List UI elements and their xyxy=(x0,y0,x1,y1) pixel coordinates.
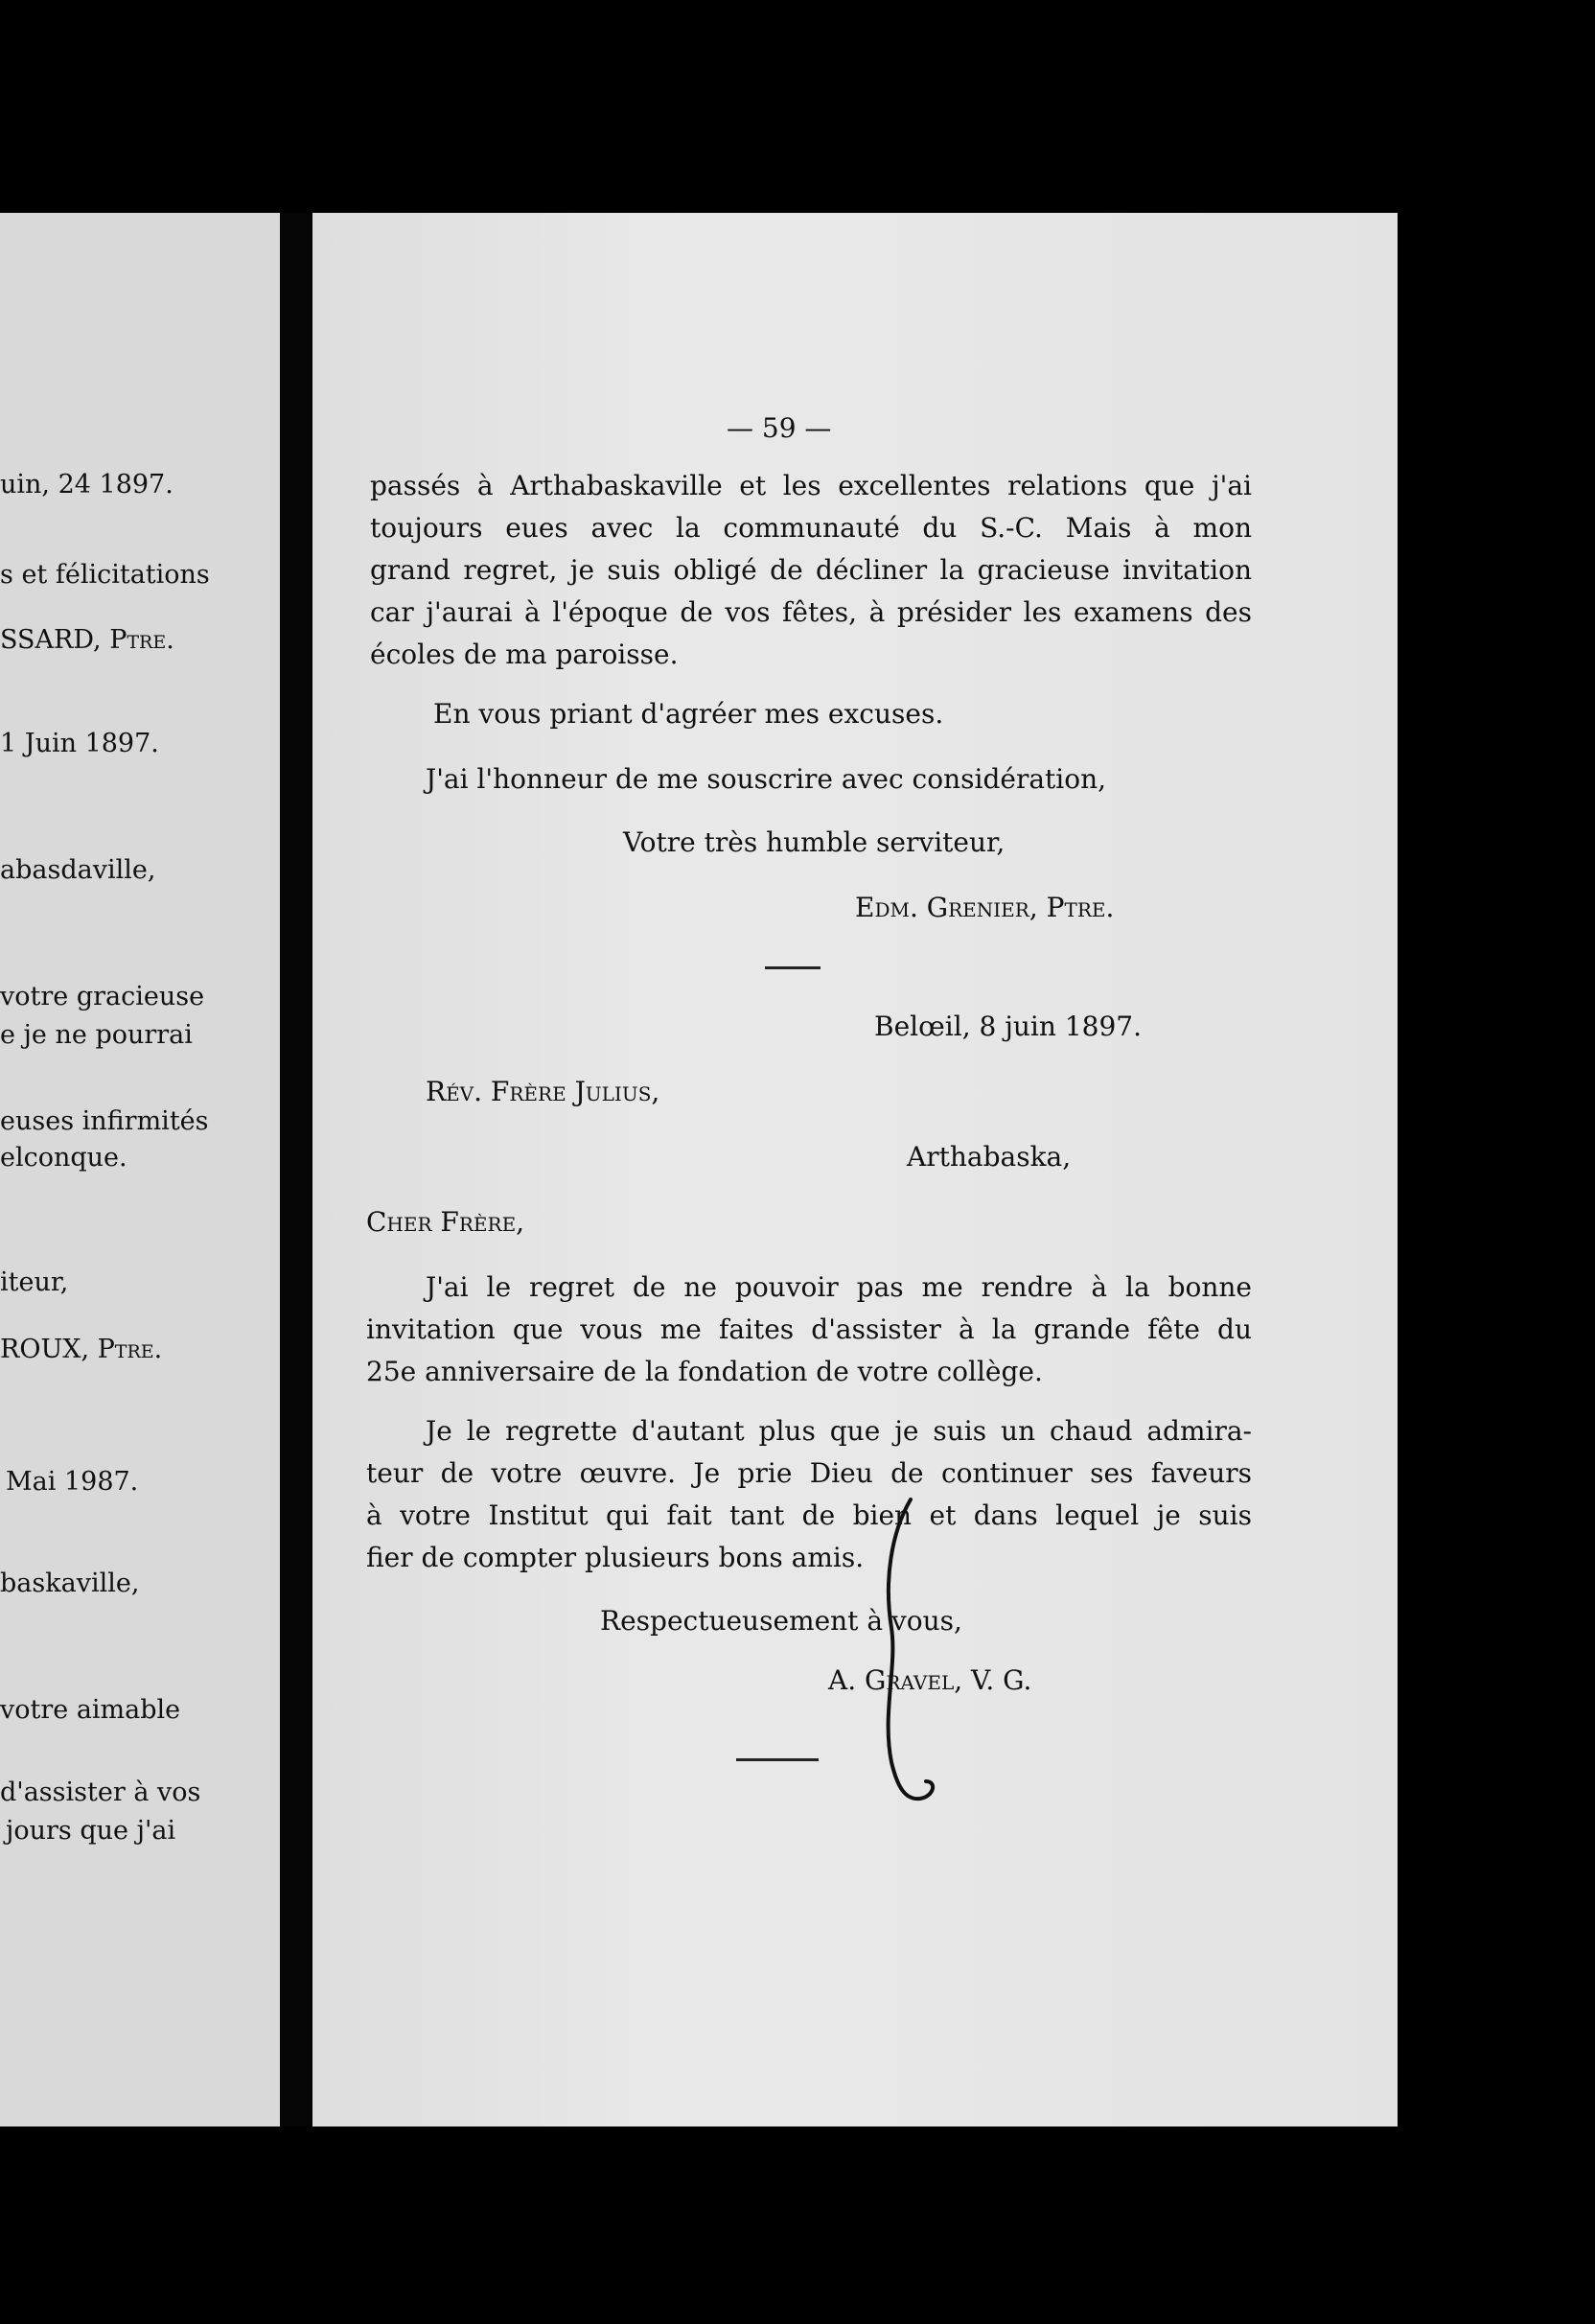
left-line: votre gracieuse xyxy=(0,982,205,1011)
text-line: à votre Institut qui fait tant de bien et dans lequel je suis xyxy=(366,1499,1252,1531)
text-line: grand regret, je suis obligé de décliner la gracieuse invitation xyxy=(370,554,1252,586)
left-line: ROUX, Ptre. xyxy=(0,1335,163,1364)
text-line: passés à Arthabaskaville et les excellentes relations que j'ai xyxy=(370,470,1252,501)
text-line: Je le regrette d'autant plus que je suis un chaud admira- xyxy=(426,1415,1252,1447)
left-line: iteur, xyxy=(0,1267,69,1297)
addressee-place: Arthabaska, xyxy=(907,1141,1072,1173)
left-line: e je ne pourrai xyxy=(0,1020,193,1050)
text-line: J'ai le regret de ne pouvoir pas me rendre à la bonne xyxy=(426,1271,1252,1303)
left-line: elconque. xyxy=(0,1143,127,1173)
left-line: s et félicitations xyxy=(0,560,210,590)
left-line: jours que j'ai xyxy=(6,1816,176,1846)
place-date: Belœil, 8 juin 1897. xyxy=(874,1011,1142,1042)
salutation: Cher Frère, xyxy=(366,1206,525,1238)
right-page xyxy=(312,213,1398,2126)
section-divider xyxy=(765,966,821,969)
text-line: En vous priant d'agréer mes excuses. xyxy=(433,698,944,730)
text-line: invitation que vous me faites d'assister à la grande fête du xyxy=(366,1313,1252,1345)
text-line: teur de votre œuvre. Je prie Dieu de continuer ses faveurs xyxy=(366,1457,1252,1489)
page-number: — 59 — xyxy=(727,412,832,444)
left-line: uin, 24 1897. xyxy=(0,470,173,500)
text-line: J'ai l'honneur de me souscrire avec considération, xyxy=(426,763,1107,795)
signature-gravel: A. Gravel, V. G. xyxy=(828,1664,1032,1696)
handwritten-bracket-mark xyxy=(863,1494,949,1810)
addressee: Rév. Frère Julius, xyxy=(426,1076,660,1107)
left-line: baskaville, xyxy=(0,1569,140,1598)
left-line: euses infirmités xyxy=(0,1106,209,1136)
left-line: votre aimable xyxy=(0,1695,181,1725)
left-line: 1 Juin 1897. xyxy=(0,729,159,758)
text-line: 25e anniversaire de la fondation de votre collège. xyxy=(366,1356,1043,1387)
left-line: SSARD, Ptre. xyxy=(0,625,174,655)
closing-line: Votre très humble serviteur, xyxy=(623,826,1006,858)
left-line: abasdaville, xyxy=(0,855,156,885)
text-line: fier de compter plusieurs bons amis. xyxy=(366,1542,865,1573)
closing-line: Respectueusement à vous, xyxy=(600,1605,962,1637)
text-line: toujours eues avec la communauté du S.-C. Mais à mon xyxy=(370,512,1252,544)
signature-grenier: Edm. Grenier, Ptre. xyxy=(855,892,1115,923)
left-line: d'assister à vos xyxy=(0,1778,201,1807)
section-divider xyxy=(736,1758,819,1761)
book-gutter xyxy=(280,213,312,2126)
left-page xyxy=(0,213,280,2126)
left-line: Mai 1987. xyxy=(6,1467,139,1497)
text-line: écoles de ma paroisse. xyxy=(370,639,679,670)
text-line: car j'aurai à l'époque de vos fêtes, à présider les examens des xyxy=(370,596,1252,628)
